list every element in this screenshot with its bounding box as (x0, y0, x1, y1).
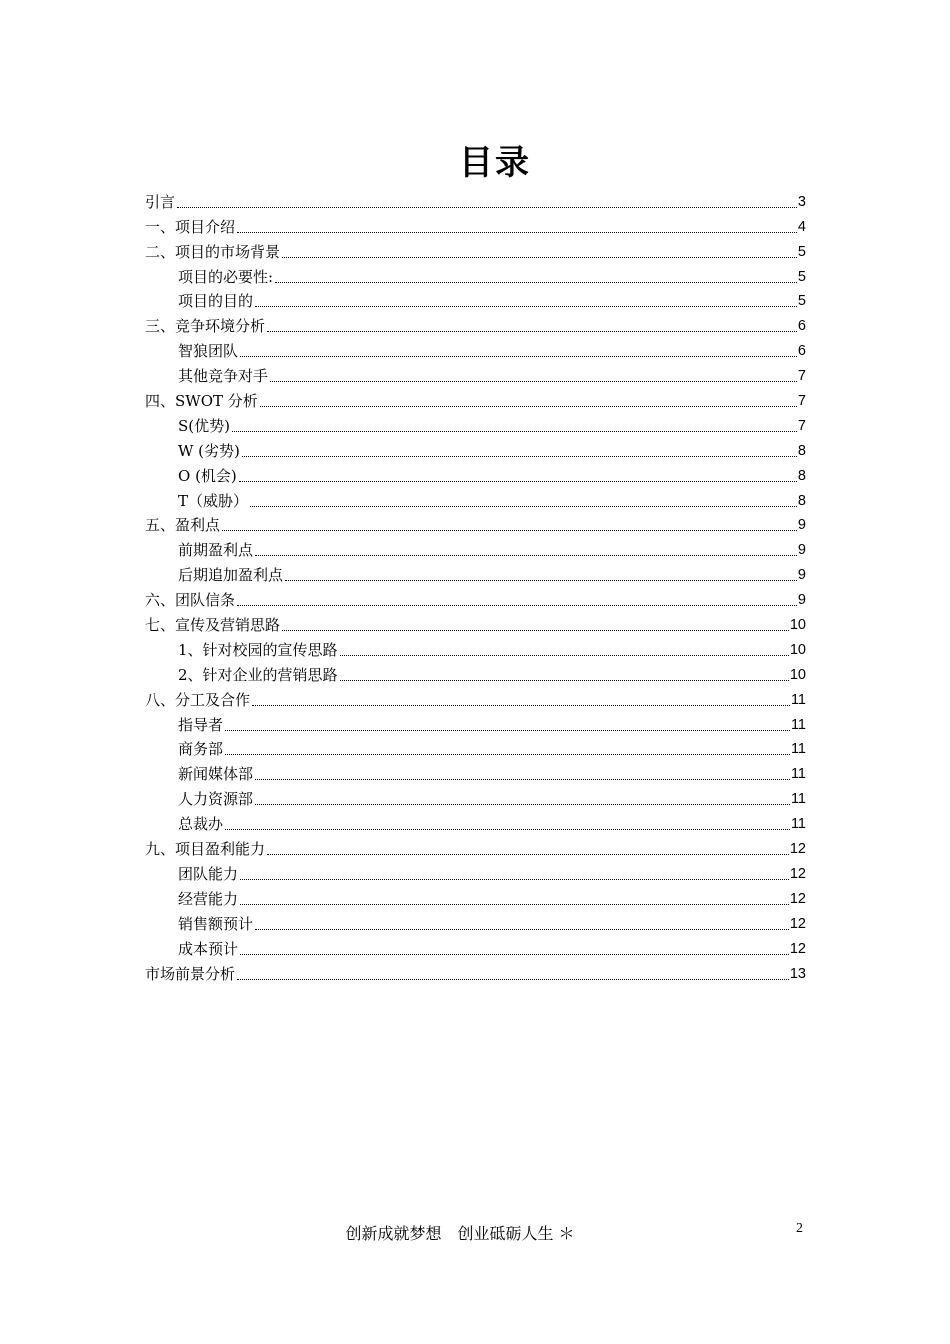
toc-entry-page: 12 (789, 890, 806, 907)
toc-entry-label: 五、盈利点 (145, 516, 221, 535)
toc-dot-leader (267, 854, 789, 855)
toc-entry-label: 销售额预计 (178, 914, 254, 933)
toc-entry-page: 10 (789, 666, 806, 683)
toc-entry-page: 8 (797, 492, 806, 509)
toc-entry-page: 9 (797, 592, 806, 609)
toc-entry-page: 11 (790, 766, 806, 783)
toc-entry-page: 13 (789, 965, 806, 982)
toc-entry-label: 总裁办 (178, 815, 224, 834)
toc-entry[interactable] (145, 635, 806, 660)
toc-entry[interactable] (145, 411, 806, 436)
toc-entry[interactable] (145, 585, 806, 610)
toc-dot-leader (282, 630, 789, 631)
toc-dot-leader (282, 257, 797, 258)
toc-entry-label: 其他竞争对手 (178, 367, 269, 386)
toc-dot-leader (225, 754, 790, 755)
toc-entry-page: 9 (797, 567, 806, 584)
toc-entry-label: 四、SWOT 分析 (145, 392, 258, 411)
toc-entry-page: 10 (789, 641, 806, 658)
toc-entry-label: 商务部 (178, 740, 224, 759)
toc-entry[interactable] (145, 809, 806, 834)
toc-entry[interactable] (145, 834, 806, 859)
toc-entry[interactable] (145, 336, 806, 361)
toc-entry-label: 二、项目的市场背景 (145, 242, 281, 261)
toc-dot-leader (340, 655, 789, 656)
footer-slogan-text: 创新成就梦想 创业砥砺人生 ＊ (345, 1224, 575, 1243)
toc-entry-page: 12 (789, 940, 806, 957)
toc-dot-leader (237, 232, 797, 233)
page-title: 目录 (459, 142, 531, 183)
toc-entry[interactable] (145, 560, 806, 585)
toc-entry-page: 12 (789, 865, 806, 882)
toc-entry-label: 人力资源部 (178, 790, 254, 809)
toc-entry-label: 智狼团队 (178, 342, 239, 361)
toc-entry[interactable] (145, 859, 806, 884)
toc-entry[interactable] (145, 287, 806, 312)
toc-entry-page: 4 (797, 218, 806, 235)
toc-entry[interactable] (145, 237, 806, 262)
toc-dot-leader (255, 555, 797, 556)
toc-entry-page: 7 (797, 393, 806, 410)
toc-entry-page: 7 (797, 368, 806, 385)
toc-entry[interactable] (145, 784, 806, 809)
toc-entry-label: 团队能力 (178, 864, 239, 883)
toc-entry-label: W (劣势) (178, 441, 240, 460)
toc-entry[interactable] (145, 909, 806, 934)
toc-entry-label: 经营能力 (178, 889, 239, 908)
toc-entry-page: 11 (790, 716, 806, 733)
toc-dot-leader (242, 456, 797, 457)
toc-entry-page: 5 (797, 268, 806, 285)
toc-entry-label: 引言 (145, 192, 176, 211)
toc-entry-page: 12 (789, 841, 806, 858)
toc-entry[interactable] (145, 735, 806, 760)
toc-dot-leader (260, 406, 797, 407)
toc-entry-label: 一、项目介绍 (145, 217, 236, 236)
toc-dot-leader (222, 530, 797, 531)
toc-entry[interactable] (145, 461, 806, 486)
toc-entry[interactable] (145, 187, 806, 212)
toc-entry[interactable] (145, 212, 806, 237)
toc-entry-label: 1、针对校园的宣传思路 (178, 640, 338, 659)
toc-dot-leader (255, 804, 790, 805)
toc-entry-page: 8 (797, 442, 806, 459)
toc-entry-page: 11 (790, 741, 806, 758)
toc-entry[interactable] (145, 511, 806, 536)
toc-entry[interactable] (145, 535, 806, 560)
toc-dot-leader (237, 605, 797, 606)
toc-entry-label: 市场前景分析 (145, 964, 236, 983)
toc-entry-page: 6 (797, 318, 806, 335)
toc-dot-leader (225, 730, 790, 731)
toc-dot-leader (240, 356, 797, 357)
toc-entry-label: 指导者 (178, 715, 224, 734)
toc-entry[interactable] (145, 610, 806, 635)
toc-entry-label: 七、宣传及营销思路 (145, 616, 281, 635)
toc-entry-label: 项目的目的 (178, 292, 254, 311)
toc-entry-page: 9 (797, 517, 806, 534)
toc-entry[interactable] (145, 436, 806, 461)
toc-entry-label: 后期追加盈利点 (178, 566, 284, 585)
toc-entry-page: 12 (789, 915, 806, 932)
toc-entry-page: 7 (797, 417, 806, 434)
toc-entry[interactable] (145, 685, 806, 710)
toc-entry[interactable] (145, 486, 806, 511)
toc-entry-label: 三、竞争环境分析 (145, 317, 266, 336)
toc-entry[interactable] (145, 934, 806, 959)
toc-dot-leader (232, 431, 797, 432)
toc-entry-label: O (机会) (178, 466, 237, 485)
toc-entry[interactable] (145, 660, 806, 685)
toc-entry[interactable] (145, 884, 806, 909)
toc-entry-label: 八、分工及合作 (145, 690, 251, 709)
toc-entry-page: 9 (797, 542, 806, 559)
toc-entry[interactable] (145, 262, 806, 287)
toc-entry[interactable] (145, 710, 806, 735)
toc-dot-leader (255, 306, 797, 307)
toc-entry-label: T（威胁） (178, 491, 249, 510)
toc-dot-leader (240, 954, 789, 955)
toc-entry-page: 11 (790, 816, 806, 833)
toc-entry-page: 5 (797, 293, 806, 310)
toc-entry[interactable] (145, 959, 806, 984)
toc-entry-label: 前期盈利点 (178, 541, 254, 560)
toc-dot-leader (255, 779, 790, 780)
toc-dot-leader (270, 381, 797, 382)
footer-slogan (0, 1222, 920, 1246)
toc-entry[interactable] (145, 361, 806, 386)
toc-entry-label: 六、团队信条 (145, 591, 236, 610)
toc-dot-leader (225, 829, 790, 830)
toc-dot-leader (255, 929, 789, 930)
toc-dot-leader (250, 506, 797, 507)
toc-entry-page: 10 (789, 617, 806, 634)
toc-dot-leader (237, 979, 789, 980)
toc-entry-label: 新闻媒体部 (178, 765, 254, 784)
toc-dot-leader (340, 680, 789, 681)
toc-entry[interactable] (145, 386, 806, 411)
toc-dot-leader (267, 331, 797, 332)
toc-entry-page: 3 (797, 193, 806, 210)
toc-entry-label: 项目的必要性: (178, 267, 274, 286)
toc-entry-label: 成本预计 (178, 939, 239, 958)
toc-dot-leader (240, 879, 789, 880)
toc-entry-page: 8 (797, 467, 806, 484)
toc-dot-leader (252, 705, 790, 706)
toc-entry[interactable] (145, 759, 806, 784)
toc-entry-label: 2、针对企业的营销思路 (178, 665, 338, 684)
toc-entry-page: 6 (797, 343, 806, 360)
toc-dot-leader (239, 481, 797, 482)
toc-dot-leader (177, 207, 797, 208)
toc-entry-page: 11 (790, 691, 806, 708)
table-of-contents (145, 187, 806, 984)
toc-entry-label: S(优势) (178, 416, 230, 435)
toc-entry[interactable] (145, 311, 806, 336)
toc-dot-leader (275, 282, 797, 283)
toc-dot-leader (240, 904, 789, 905)
page-number: 2 (796, 1221, 803, 1236)
toc-entry-page: 5 (797, 243, 806, 260)
toc-entry-label: 九、项目盈利能力 (145, 840, 266, 859)
toc-dot-leader (285, 580, 797, 581)
toc-entry-page: 11 (790, 791, 806, 808)
